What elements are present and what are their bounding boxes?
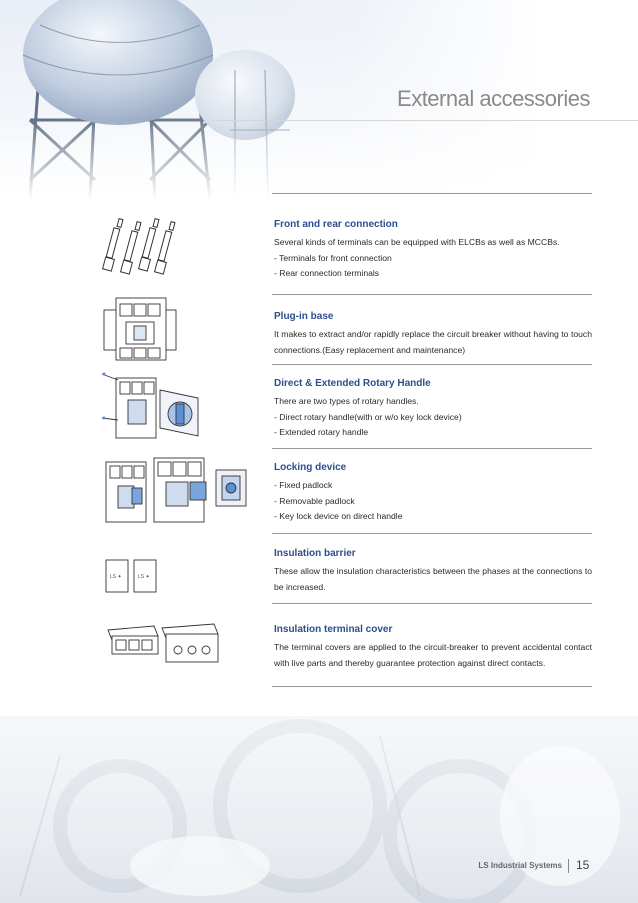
section-line: - Key lock device on direct handle	[274, 511, 403, 521]
title-divider	[212, 120, 638, 121]
section-divider	[272, 533, 592, 534]
page-title: External accessories	[397, 86, 590, 111]
section-divider	[272, 193, 592, 194]
locking-device-illustration	[104, 452, 254, 532]
section-divider	[272, 364, 592, 365]
section-locking-device	[274, 462, 592, 525]
section-line: - Fixed padlock	[274, 480, 333, 490]
section-heading: Plug-in base	[274, 311, 334, 322]
insulation-barrier-illustration	[104, 556, 164, 601]
section-insulation-barrier	[274, 548, 592, 595]
section-line: - Extended rotary handle	[274, 427, 369, 437]
section-divider	[272, 686, 592, 687]
svg-text:LS ✦: LS ✦	[110, 574, 122, 580]
section-line: - Direct rotary handle(with or w/o key lock device)	[274, 411, 462, 422]
section-terminal-cover	[274, 624, 592, 671]
section-divider	[272, 294, 592, 295]
section-line: - Rear connection terminals	[274, 268, 380, 278]
section-heading: Insulation terminal cover	[274, 624, 393, 635]
section-heading: Front and rear connection	[274, 219, 398, 230]
rotary-handle-illustration	[98, 368, 208, 448]
section-divider	[272, 448, 592, 449]
section-heading: Insulation barrier	[274, 548, 356, 559]
page-number: 15	[576, 858, 590, 872]
section-line: There are two types of rotary handles.	[274, 396, 419, 406]
footer-brand: LS Industrial Systems	[478, 861, 562, 870]
section-divider	[272, 603, 592, 604]
section-line: The terminal covers are applied to the circuit-breaker to prevent accidental contact with live parts and thereby guarantee protection against direct contacts.	[274, 642, 592, 668]
section-rotary-handle	[274, 378, 592, 441]
section-line: These allow the insulation characteristics between the phases at the connections to be increased.	[274, 566, 592, 592]
terminal-cover-illustration	[104, 620, 224, 673]
section-line: - Removable padlock	[274, 495, 355, 506]
section-heading: Direct & Extended Rotary Handle	[274, 378, 431, 389]
terminal-connectors-illustration	[100, 216, 180, 281]
section-heading: Locking device	[274, 462, 347, 473]
section-plug-in-base	[274, 311, 592, 358]
section-front-rear-connection	[274, 219, 592, 282]
footer-separator	[568, 859, 569, 873]
section-line: It makes to extract and/or rapidly replace the circuit breaker without having to touch connections.(Easy replacement and maintenance)	[274, 329, 592, 355]
plug-in-base-illustration	[100, 294, 180, 369]
section-line: - Terminals for front connection	[274, 252, 392, 263]
section-line: Several kinds of terminals can be equipped with ELCBs as well as MCCBs.	[274, 237, 560, 247]
footer-image	[0, 716, 638, 903]
svg-text:LS ✦: LS ✦	[138, 574, 150, 580]
